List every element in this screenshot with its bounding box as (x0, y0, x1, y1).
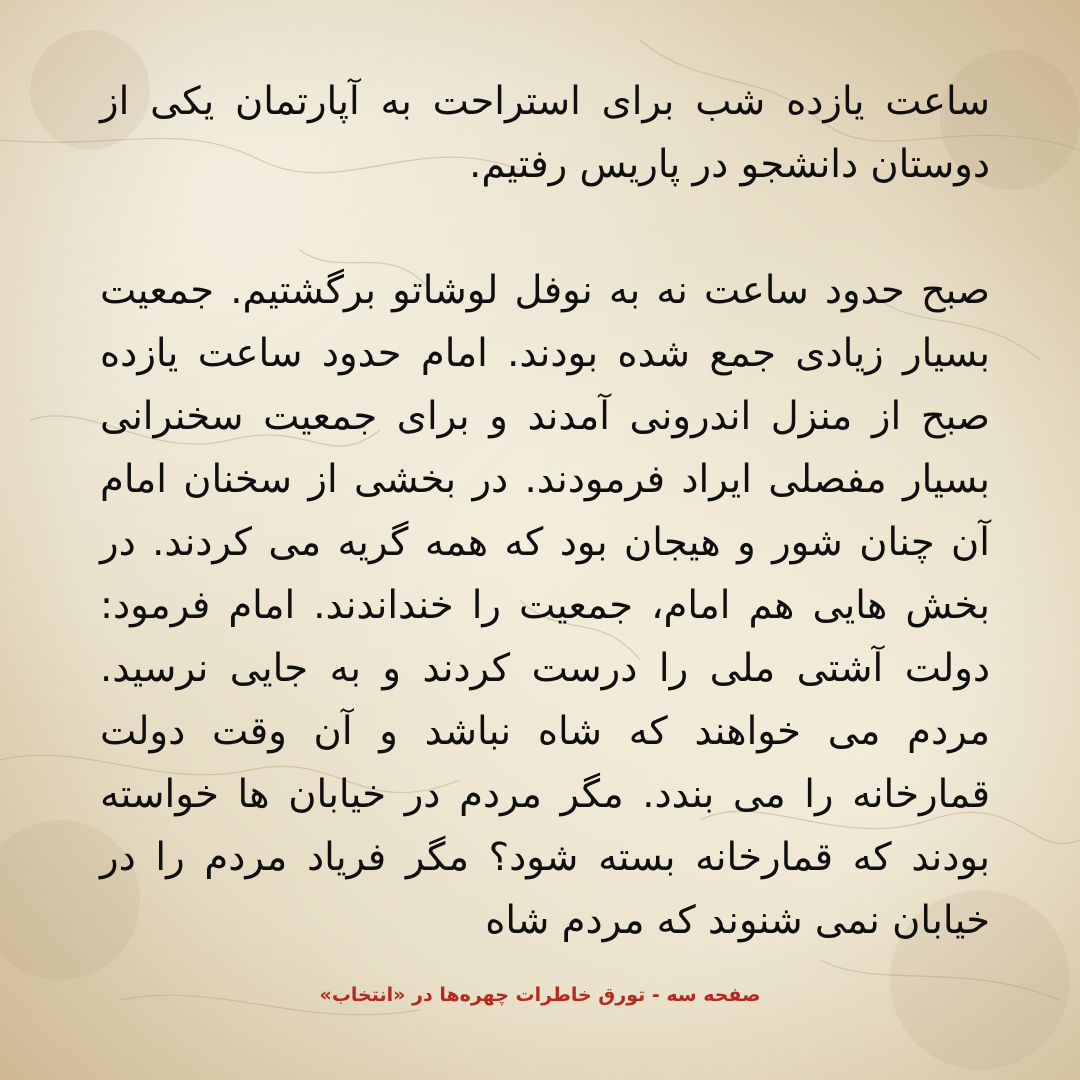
paragraph-1: ساعت یازده شب برای استراحت به آپارتمان یکی از دوستان دانشجو در پاریس رفتیم. (100, 79, 990, 187)
page-content (100, 70, 990, 970)
footer-caption: صفحه سه - تورق خاطرات چهره‌ها در «انتخاب» (319, 984, 761, 1006)
paragraph-2: صبح حدود ساعت نه به نوفل لوشاتو برگشتیم. جمعیت بسیار زیادی جمع شده بودند. امام حدود ساعت یازده صبح از منزل اندرونی آمدند و برای جمعیت سخنرانی بسیار مفصلی ایراد فرمودند. در بخشی از سخنان امام آن چنان شور و هیجان بود که همه گریه می کردند. در بخش هایی هم امام، جمعیت را خنداندند. امام فرمود: دولت آشتی ملی را درست کردند و به جایی نرسید. مردم می خواهند که شاه نباشد و آن وقت دولت قمارخانه را می بندد. مگر مردم در خیابان ها خواسته بودند که قمارخانه بسته شود؟ مگر فریاد مردم را در خیابان نمی شنوند که مردم شاه (100, 268, 990, 943)
